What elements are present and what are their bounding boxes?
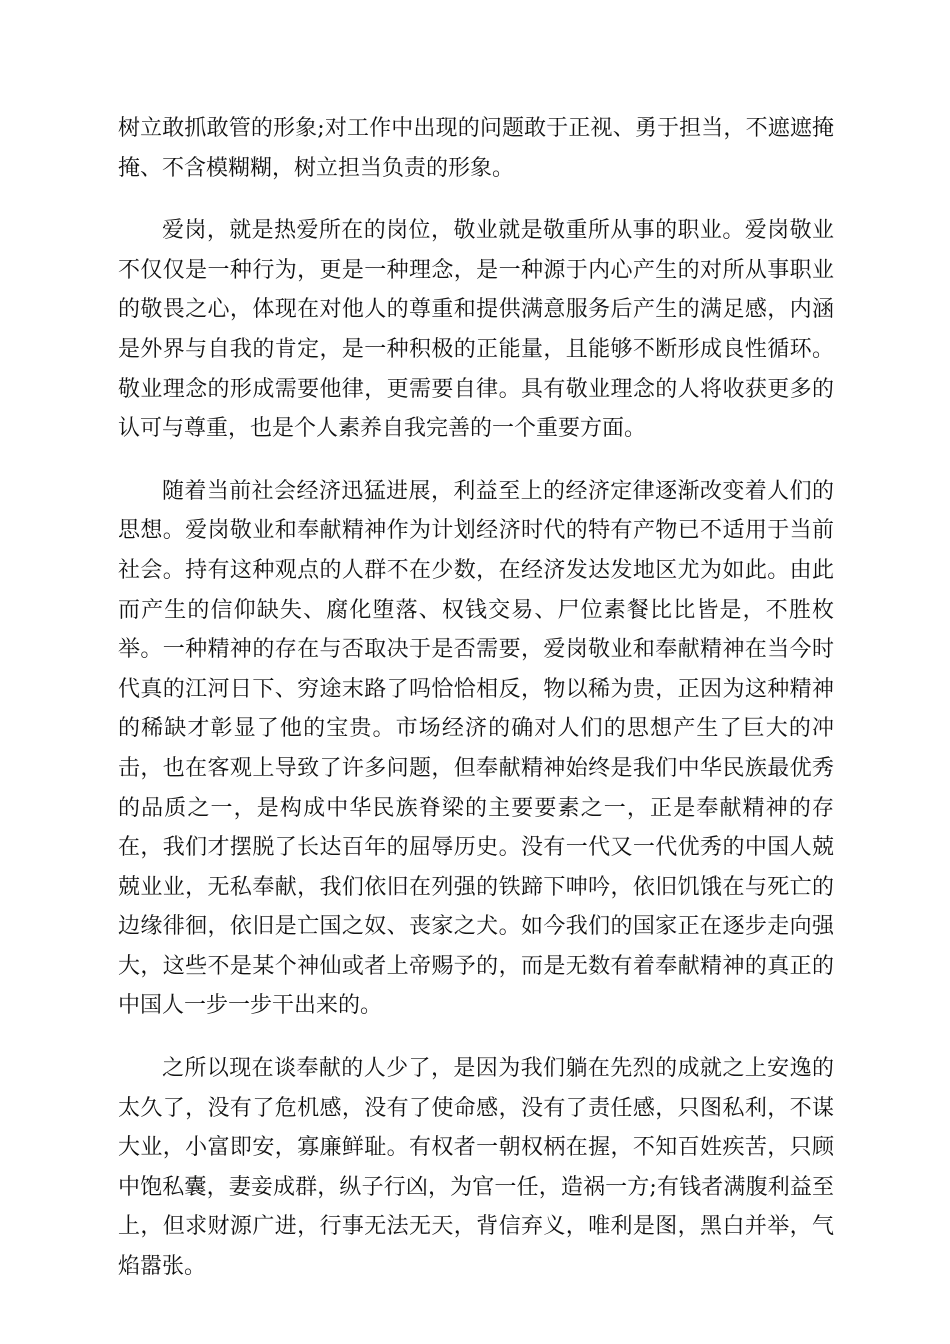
paragraph-4: 之所以现在谈奉献的人少了，是因为我们躺在先烈的成就之上安逸的太久了，没有了危机感，没有了使命感，没有了责任感，只图私利，不谋大业，小富即安，寡廉鲜耻。有权者一朝权柄在握，不知百姓疾苦，只顾中饱私囊，妻妾成群，纵子行凶，为官一任，造祸一方;有钱者满腹利益至上，但求财源广进，行事无法无天，背信弃义，唯利是图，黑白并举，气焰嚣张。	[118, 1056, 834, 1280]
document-page	[118, 109, 834, 1310]
paragraph-2: 爱岗，就是热爱所在的岗位，敬业就是敬重所从事的职业。爱岗敬业不仅仅是一种行为，更是一种理念，是一种源于内心产生的对所从事职业的敬畏之心，体现在对他人的尊重和提供满意服务后产生的满足感，内涵是外界与自我的肯定，是一种积极的正能量，且能够不断形成良性循环。敬业理念的形成需要他律，更需要自律。具有敬业理念的人将收获更多的认可与尊重，也是个人素养自我完善的一个重要方面。	[118, 218, 834, 442]
paragraph-3: 随着当前社会经济迅猛进展，利益至上的经济定律逐渐改变着人们的思想。爱岗敬业和奉献精神作为计划经济时代的特有产物已不适用于当前社会。持有这种观点的人群不在少数，在经济发达发地区尤为如此。由此而产生的信仰缺失、腐化堕落、权钱交易、尸位素餐比比皆是，不胜枚举。一种精神的存在与否取决于是否需要，爱岗敬业和奉献精神在当今时代真的江河日下、穷途末路了吗恰恰相反，物以稀为贵，正因为这种精神的稀缺才彰显了他的宝贵。市场经济的确对人们的思想产生了巨大的冲击，也在客观上导致了许多问题，但奉献精神始终是我们中华民族最优秀的品质之一，是构成中华民族脊梁的主要要素之一，正是奉献精神的存在，我们才摆脱了长达百年的屈辱历史。没有一代又一代优秀的中国人兢兢业业，无私奉献，我们依旧在列强的铁蹄下呻吟，依旧饥饿在与死亡的边缘徘徊，依旧是亡国之奴、丧家之犬。如今我们的国家正在逐步走向强大，这些不是某个神仙或者上帝赐予的，而是无数有着奉献精神的真正的中国人一步一步干出来的。	[118, 478, 834, 1019]
paragraph-1: 树立敢抓敢管的形象;对工作中出现的问题敢于正视、勇于担当，不遮遮掩掩、不含模糊糊，树立担当负责的形象。	[118, 116, 834, 181]
